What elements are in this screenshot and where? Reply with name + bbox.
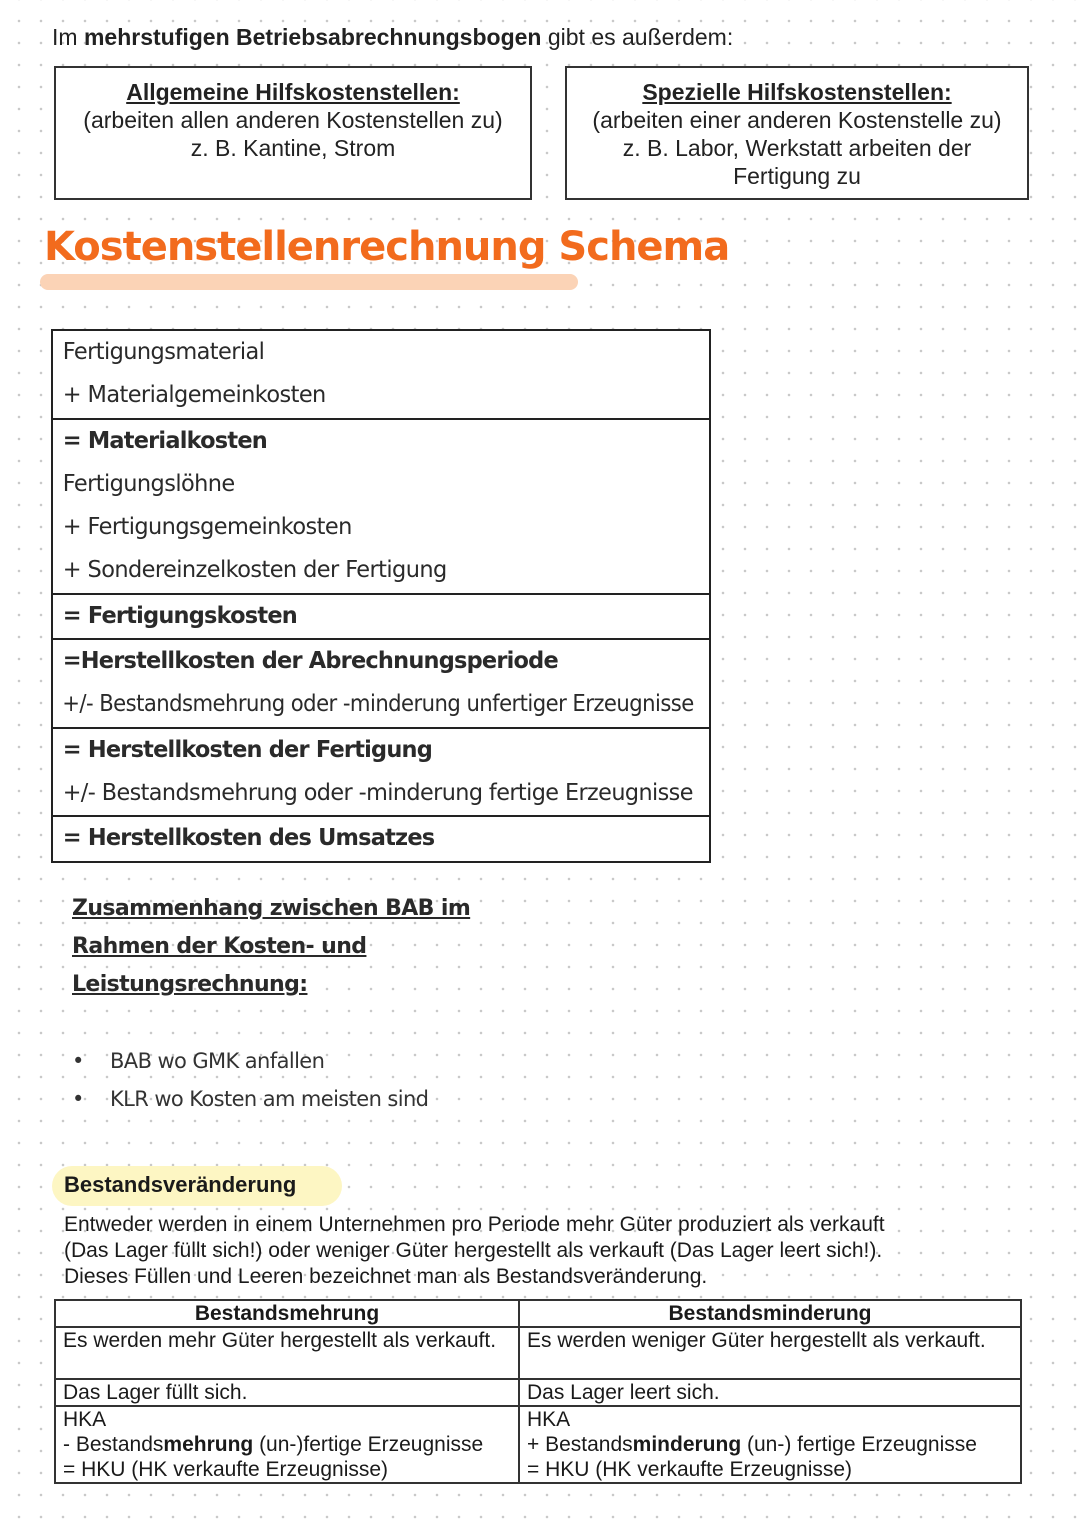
schema-line: = Materialkosten [62, 427, 267, 454]
intro-bold: mehrstufigen Betriebsabrechnungsbogen [83, 24, 542, 50]
box-title: Spezielle Hilfskostenstellen: [642, 79, 952, 105]
table-cell: Es werden mehr Güter hergestellt als verkauft. [55, 1327, 519, 1379]
table-header-row [55, 1300, 1021, 1327]
header-cell: Bestandsmehrung [55, 1300, 519, 1327]
box-line: (arbeiten einer anderen Kostenstelle zu) [592, 107, 1002, 133]
bestand-title: Bestandsveränderung [64, 1172, 297, 1197]
cell-text: (un-)fertige Erzeugnisse [253, 1433, 484, 1456]
paragraph-line: (Das Lager füllt sich!) oder weniger Güter hergestellt als verkauft (Das Lager leert sich!). [64, 1239, 883, 1262]
table-row [55, 1327, 1021, 1379]
paragraph-line: Entweder werden in einem Unternehmen pro Periode mehr Güter produziert als verkauft [64, 1213, 885, 1236]
schema-line: +/- Bestandsmehrung oder -minderung unfertiger Erzeugnisse [62, 691, 694, 718]
box-title: Allgemeine Hilfskostenstellen: [126, 79, 460, 105]
schema-line: + Fertigungsgemeinkosten [62, 514, 352, 541]
cell-bold: minderung [632, 1433, 742, 1456]
schema-line: =Herstellkosten der Abrechnungsperiode [62, 648, 558, 675]
special-cost-centers-box [565, 66, 1029, 200]
table-cell: Das Lager leert sich. [519, 1379, 1021, 1406]
box-line: z. B. Labor, Werkstatt arbeiten der [622, 135, 972, 161]
header-cell: Bestandsminderung [519, 1300, 1021, 1327]
table-cell: Das Lager füllt sich. [55, 1379, 519, 1406]
bestand-paragraph [64, 1212, 885, 1290]
relationship-heading-line: Zusammenhang zwischen BAB im [72, 896, 471, 921]
intro-text [52, 24, 733, 51]
heading-underline [40, 274, 578, 290]
table-row [55, 1379, 1021, 1406]
list-item: • BAB wo GMK anfallen [70, 1042, 428, 1080]
relationship-heading-line: Rahmen der Kosten- und [72, 934, 367, 959]
schema-group [53, 727, 709, 816]
section-heading: Kostenstellenrechnung Schema [44, 224, 730, 270]
schema-line: + Materialgemeinkosten [62, 382, 326, 409]
schema-group [53, 331, 709, 418]
schema-group [53, 593, 709, 638]
schema-line: + Sondereinzelkosten der Fertigung [62, 557, 447, 584]
schema-line: Fertigungsmaterial [62, 339, 265, 365]
cell-text: - Bestands [63, 1433, 164, 1456]
box-line: Fertigung zu [733, 163, 861, 189]
cell-line [527, 1432, 1013, 1457]
cell-text: + Bestands [527, 1433, 633, 1456]
list-item: • KLR wo Kosten am meisten sind [70, 1080, 428, 1118]
cell-line: = HKU (HK verkaufte Erzeugnisse) [63, 1458, 389, 1481]
schema-group [53, 815, 709, 860]
schema-line: +/- Bestandsmehrung oder -minderung fertige Erzeugnisse [62, 779, 693, 806]
intro-suffix: gibt es außerdem: [547, 24, 734, 50]
table-cell [519, 1406, 1021, 1483]
box-line: z. B. Kantine, Strom [190, 135, 396, 161]
table-cell [55, 1406, 519, 1483]
intro-prefix: Im [52, 24, 78, 50]
cell-line: HKA [63, 1408, 107, 1431]
paragraph-line: Dieses Füllen und Leeren bezeichnet man als Bestandsveränderung. [64, 1265, 708, 1288]
relationship-heading [72, 890, 470, 1004]
schema-group [53, 418, 709, 593]
cell-text: (un-) fertige Erzeugnisse [741, 1433, 977, 1456]
general-cost-centers-box [54, 66, 532, 200]
relationship-heading-line: Leistungsrechnung: [72, 972, 308, 997]
schema-line: = Herstellkosten des Umsatzes [62, 825, 435, 852]
schema-line: Fertigungslöhne [62, 470, 235, 497]
cost-schema-table [51, 329, 711, 863]
schema-group [53, 638, 709, 727]
bullet-list [70, 1042, 428, 1118]
box-line: (arbeiten allen anderen Kostenstellen zu) [83, 107, 503, 133]
table-cell: Es werden weniger Güter hergestellt als verkauft. [519, 1327, 1021, 1379]
cell-bold: mehrung [163, 1433, 254, 1456]
cell-line [63, 1432, 511, 1457]
table-row [55, 1406, 1021, 1483]
schema-line: = Herstellkosten der Fertigung [62, 736, 433, 763]
cell-line: = HKU (HK verkaufte Erzeugnisse) [527, 1458, 853, 1481]
cell-line: HKA [527, 1408, 571, 1431]
schema-line: = Fertigungskosten [62, 602, 297, 629]
inventory-change-table [54, 1299, 1022, 1484]
